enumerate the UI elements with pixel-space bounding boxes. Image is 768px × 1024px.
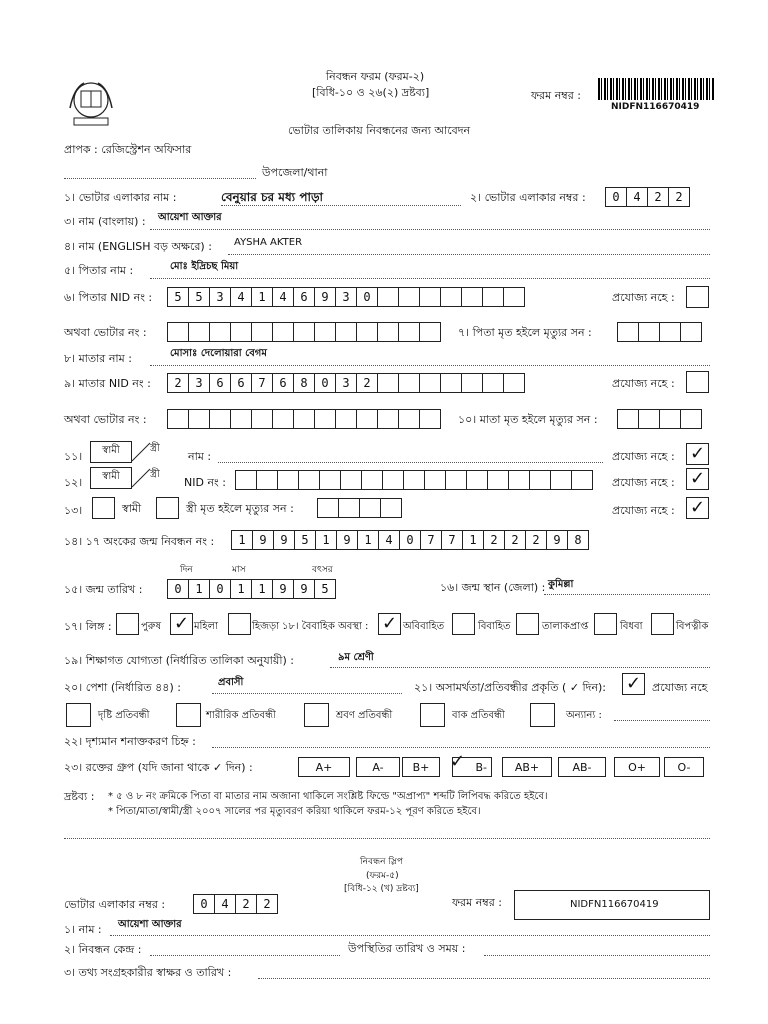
widower-checkbox[interactable] [651,613,674,635]
birthplace-label: ১৬। জন্ম স্থান (জেলা) : [440,581,546,594]
disability-na-checkbox[interactable]: ✓ [622,673,645,695]
digit-cell[interactable] [482,373,504,393]
digit-cell[interactable] [398,409,420,429]
digit-cell[interactable]: 1 [188,579,210,599]
others-checkbox[interactable] [530,703,555,727]
upazila-label: উপজেলা/থানা [262,166,328,179]
digit-cell[interactable] [298,470,320,490]
wife-death-year-label: স্ত্রী মৃত হইলে মৃত্যুর সন : [186,502,294,515]
birthplace-value[interactable]: কুমিল্লা [548,579,574,590]
slip-area-no-label: ভোটার এলাকার নম্বর : [64,898,166,911]
hearing-checkbox[interactable] [304,703,329,727]
form-title: নিবন্ধন ফরম (ফরম-২) [326,70,425,83]
mother-death-year-grid[interactable] [618,409,702,429]
digit-cell[interactable] [293,409,315,429]
married-label: বিবাহিত [478,621,511,632]
digit-cell[interactable]: 8 [567,530,589,550]
digit-cell[interactable] [398,322,420,342]
spouse-name-row-label: ১১। [64,450,83,463]
digit-cell[interactable] [167,322,189,342]
digit-cell[interactable]: 1 [251,287,273,307]
digit-cell[interactable] [293,322,315,342]
digit-cell[interactable] [377,409,399,429]
father-death-year-label: ৭। পিতা মৃত হইলে মৃত্যুর সন : [458,326,592,339]
digit-cell[interactable] [440,373,462,393]
digit-cell[interactable]: 2 [167,373,189,393]
digit-cell[interactable] [398,287,420,307]
speech-checkbox[interactable] [420,703,445,727]
dob-label: ১৫। জন্ম তারিখ : [64,583,143,596]
name-bangla-value[interactable]: আয়েশা আক্তার [158,212,222,223]
digit-cell[interactable] [356,409,378,429]
digit-cell[interactable] [235,470,257,490]
unmarried-label: অবিবাহিত [403,621,445,632]
form-number-label: ফরম নম্বর : [531,89,581,102]
education-value[interactable]: ৯ম শ্রেণী [338,652,374,663]
spouse-name-na-checkbox[interactable]: ✓ [686,443,709,465]
digit-cell[interactable] [272,409,294,429]
digit-cell[interactable] [487,470,509,490]
father-name-label: ৫। পিতার নাম : [64,264,134,277]
digit-cell[interactable]: 4 [272,287,294,307]
slip-attend-label: উপস্থিতির তারিখ ও সময় : [348,942,466,955]
mother-nid-label: ৯। মাতার NID নং : [64,377,151,390]
education-label: ১৯। শিক্ষাগত যোগ্যতা (নির্ধারিত তালিকা অনুযায়ী) : [64,654,294,667]
blood-o-minus[interactable]: O- [664,757,704,777]
male-label: পুরুষ [141,621,161,632]
spouse-nid-na-checkbox[interactable]: ✓ [686,468,709,490]
father-nid-grid[interactable] [168,287,525,307]
marital-label: ১৮। বৈবাহিক অবস্থা : [282,621,369,632]
husband-option[interactable]: স্বামী [90,467,132,489]
digit-cell[interactable]: 9 [546,530,568,550]
father-nid-label: ৬। পিতার NID নং : [64,291,153,304]
digit-cell[interactable]: 3 [188,373,210,393]
blood-a-plus[interactable]: A+ [298,757,350,777]
name-bangla-label: ৩। নাম (বাংলায়) : [64,215,146,228]
digit-cell[interactable] [209,322,231,342]
hijra-label: হিজড়া [252,621,280,632]
spouse-name-na-label: প্রযোজ্য নহে : [612,450,675,463]
spouse-nid-label: NID নং : [184,476,226,489]
barcode [598,78,714,100]
spouse-select-12[interactable] [90,467,180,489]
occupation-label: ২০। পেশা (নির্ধারিত ৪৪) : [64,681,181,694]
father-death-year-grid[interactable] [618,322,702,342]
father-na-label: প্রযোজ্য নহে : [612,291,675,304]
digit-cell[interactable] [419,373,441,393]
slip-center-label: ২। নিবন্ধন কেন্দ্র : [64,943,142,956]
digit-cell[interactable] [461,287,483,307]
blood-ab-plus[interactable]: AB+ [502,757,552,777]
digit-cell[interactable]: 9 [273,530,295,550]
recipient: প্রাপক : রেজিস্ট্রেশন অফিসার [64,143,192,156]
spouse-select-11[interactable] [90,441,180,463]
physical-checkbox[interactable] [176,703,201,727]
digit-cell[interactable] [508,470,530,490]
digit-cell[interactable] [419,409,441,429]
mother-death-year-label: ১০। মাতা মৃত হইলে মৃত্যুর সন : [458,413,598,426]
blood-b-plus[interactable]: B+ [402,757,440,777]
digit-cell[interactable] [188,322,210,342]
father-na-checkbox[interactable] [686,286,709,308]
others-label: অন্যান্য : [566,710,602,721]
digit-cell[interactable]: 5 [188,287,210,307]
digit-cell[interactable] [188,409,210,429]
digit-cell[interactable]: 3 [209,287,231,307]
digit-cell[interactable] [445,470,467,490]
digit-cell[interactable]: 9 [293,579,315,599]
digit-cell[interactable] [256,470,278,490]
digit-cell[interactable] [314,409,336,429]
application-title: ভোটার তালিকায় নিবন্ধনের জন্য আবেদন [288,124,471,137]
digit-cell[interactable]: 1 [251,579,273,599]
spouse-death-na-checkbox[interactable]: ✓ [686,497,709,519]
digit-cell[interactable] [251,409,273,429]
digit-cell[interactable] [209,409,231,429]
month-label: মাস [232,565,246,575]
digit-cell[interactable] [403,470,425,490]
wife-option[interactable]: স্ত্রী [150,443,160,454]
digit-cell[interactable] [503,373,525,393]
digit-cell[interactable]: 8 [293,373,315,393]
digit-cell[interactable] [380,498,402,518]
digit-cell[interactable] [338,498,360,518]
digit-cell[interactable]: 0 [193,894,215,914]
digit-cell[interactable]: 0 [356,287,378,307]
name-english-label: ৪। নাম (ENGLISH বড় অক্ষরে) : [64,240,212,253]
digit-cell[interactable]: 6 [230,373,252,393]
mother-nid-grid[interactable] [168,373,525,393]
digit-cell[interactable]: 9 [272,579,294,599]
digit-cell[interactable]: 0 [605,187,627,207]
slip-title: নিবন্ধন স্লিপ [360,857,403,867]
physical-label: শারীরিক প্রতিবন্ধী [206,710,276,721]
wife-death-checkbox[interactable] [156,497,179,519]
digit-cell[interactable] [382,470,404,490]
digit-cell[interactable] [314,322,336,342]
digit-cell[interactable]: 4 [214,894,236,914]
digit-cell[interactable] [529,470,551,490]
name-english-value[interactable]: AYSHA AKTER [234,237,303,248]
digit-cell[interactable] [466,470,488,490]
digit-cell[interactable] [335,409,357,429]
digit-cell[interactable]: 1 [231,530,253,550]
slip-sign-label: ৩। তথ্য সংগ্রহকারীর স্বাক্ষর ও তারিখ : [64,966,232,979]
digit-cell[interactable] [251,322,273,342]
digit-cell[interactable] [617,409,639,429]
digit-cell[interactable] [359,498,381,518]
note-2: * পিতা/মাতা/স্বামী/স্ত্রী ২০০৭ সালের পর মৃত্যুবরণ করিয়া থাকিলে ফরম-১২ পূরণ করিতে হইবে। [108,806,481,817]
govt-seal-logo [64,78,118,128]
digit-cell[interactable]: 7 [441,530,463,550]
digit-cell[interactable]: 3 [335,287,357,307]
digit-cell[interactable] [617,322,639,342]
slip-rule: [বিধি-১২ (খ) দ্রষ্টব্য] [344,884,419,894]
widow-label: বিধবা [620,621,643,632]
digit-cell[interactable] [317,498,339,518]
mother-na-checkbox[interactable] [686,371,709,393]
digit-cell[interactable] [419,287,441,307]
speech-label: বাক প্রতিবন্ধী [452,710,505,721]
digit-cell[interactable] [398,373,420,393]
slash-divider [130,467,152,489]
digit-cell[interactable]: 5 [167,287,189,307]
digit-cell[interactable]: 6 [272,373,294,393]
digit-cell[interactable] [419,322,441,342]
gender-label: ১৭। লিঙ্গ : [64,620,112,633]
voter-area-name-value[interactable]: বেনুয়ার চর মধ্য পাড়া [221,190,324,204]
disability-label: ২১। অসামর্থতা/প্রতিবন্ধীর প্রকৃতি ( ✓ দিন): [414,681,607,694]
digit-cell[interactable] [167,409,189,429]
digit-cell[interactable]: 5 [294,530,316,550]
digit-cell[interactable] [272,322,294,342]
blood-b-minus[interactable]: B- [452,757,492,777]
note-label: দ্রষ্টব্য : [64,790,95,803]
barcode-text: NIDFN116670419 [611,102,700,112]
blood-o-plus[interactable]: O+ [614,757,660,777]
blood-a-minus[interactable]: A- [356,757,400,777]
voter-area-name-label: ১। ভোটার এলাকার নাম : [64,191,177,204]
female-checkbox[interactable]: ✓ [170,613,193,635]
slip-name-label: ১। নাম : [64,923,102,936]
divorced-checkbox[interactable] [516,613,539,635]
slash-divider [130,441,152,463]
digit-cell[interactable]: 9 [336,530,358,550]
digit-cell[interactable]: 6 [293,287,315,307]
digit-cell[interactable] [680,322,702,342]
digit-cell[interactable] [340,470,362,490]
digit-cell[interactable] [571,470,593,490]
form-subtitle: [বিধি-১০ ও ২৬(২) দ্রষ্টব্য] [312,86,430,99]
digit-cell[interactable] [377,322,399,342]
identification-mark-label: ২২। দৃশ্যমান শনাক্তকরণ চিহ্ন : [64,735,196,748]
digit-cell[interactable] [277,470,299,490]
digit-cell[interactable] [550,470,572,490]
digit-cell[interactable]: 0 [314,373,336,393]
digit-cell[interactable]: 2 [504,530,526,550]
married-checkbox[interactable] [452,613,475,635]
digit-cell[interactable] [680,409,702,429]
digit-cell[interactable]: 3 [335,373,357,393]
husband-option[interactable]: স্বামী [90,441,132,463]
digit-cell[interactable] [377,287,399,307]
spouse-nid-row-label: ১২। [64,476,83,489]
digit-cell[interactable]: 1 [357,530,379,550]
digit-cell[interactable] [638,409,660,429]
father-voter-no-label: অথবা ভোটার নং : [64,326,147,339]
disability-na-label: প্রযোজ্য নহে [652,681,708,694]
digit-cell[interactable]: 2 [647,187,669,207]
digit-cell[interactable] [638,322,660,342]
digit-cell[interactable] [356,322,378,342]
female-label: মহিলা [194,621,219,632]
divorced-label: তালাকপ্রাপ্ত [542,621,589,632]
wife-option[interactable]: স্ত্রী [150,469,160,480]
digit-cell[interactable] [461,373,483,393]
digit-cell[interactable]: 0 [167,579,189,599]
slip-area-no-grid[interactable] [194,894,278,914]
digit-cell[interactable]: 2 [483,530,505,550]
slip-form-no-label: ফরম নম্বর : [452,896,502,909]
hijra-checkbox[interactable] [228,613,251,635]
voter-area-number-label: ২। ভোটার এলাকার নম্বর : [470,191,586,204]
mother-name-value[interactable]: মোসাঃ দেলোয়ারা বেগম [170,348,267,359]
digit-cell[interactable] [361,470,383,490]
widow-checkbox[interactable] [594,613,617,635]
digit-cell[interactable]: 6 [209,373,231,393]
digit-cell[interactable] [230,322,252,342]
day-label: দিন [180,565,193,575]
year-label: বৎসর [312,565,333,575]
digit-cell[interactable] [659,322,681,342]
digit-cell[interactable]: 5 [314,579,336,599]
digit-cell[interactable] [440,287,462,307]
male-checkbox[interactable] [116,613,139,635]
slip-name-value[interactable]: আয়েশা আক্তার [118,919,182,930]
digit-cell[interactable]: 1 [462,530,484,550]
digit-cell[interactable]: 0 [399,530,421,550]
digit-cell[interactable]: 9 [314,287,336,307]
occupation-value[interactable]: প্রবাসী [218,677,244,688]
digit-cell[interactable] [377,373,399,393]
husband-label: স্বামী [122,502,142,515]
note-1: * ৫ ও ৮ নং ক্রমিকে পিতা বা মাতার নাম অজানা থাকিলে সংশ্লিষ্ট ফিল্ডে "অপ্রাপ্য" শব্দটি লিপিবদ্ধ করিতে হইবে। [108,791,548,802]
blood-ab-minus[interactable]: AB- [558,757,606,777]
digit-cell[interactable] [659,409,681,429]
digit-cell[interactable] [503,287,525,307]
vision-checkbox[interactable] [66,703,91,727]
birth-reg-label: ১৪। ১৭ অংকের জন্ম নিবন্ধন নং : [64,535,215,548]
spouse-death-year-grid[interactable] [318,498,402,518]
digit-cell[interactable]: 9 [252,530,274,550]
digit-cell[interactable]: 2 [356,373,378,393]
mother-voter-no-label: অথবা ভোটার নং : [64,413,147,426]
digit-cell[interactable] [482,287,504,307]
digit-cell[interactable]: 0 [209,579,231,599]
digit-cell[interactable]: 4 [230,287,252,307]
digit-cell[interactable]: 2 [235,894,257,914]
mother-na-label: প্রযোজ্য নহে : [612,377,675,390]
spouse-nid-na-label: প্রযোজ্য নহে : [612,476,675,489]
spouse-death-row-label: ১৩। [64,504,83,517]
husband-death-checkbox[interactable] [92,497,115,519]
spouse-death-na-label: প্রযোজ্য নহে : [612,504,675,517]
mother-voter-no-grid[interactable] [168,409,441,429]
father-name-value[interactable]: মোঃ ইদ্রিচছ মিয়া [170,261,239,272]
spouse-name-label: নাম : [188,450,212,463]
digit-cell[interactable]: 4 [626,187,648,207]
slip-form-no-value: NIDFN116670419 [570,899,659,910]
hearing-label: শ্রবণ প্রতিবন্ধী [336,710,393,721]
digit-cell[interactable] [319,470,341,490]
digit-cell[interactable]: 4 [378,530,400,550]
digit-cell[interactable]: 7 [420,530,442,550]
digit-cell[interactable]: 2 [525,530,547,550]
unmarried-checkbox[interactable]: ✓ [378,613,401,635]
digit-cell[interactable]: 7 [251,373,273,393]
digit-cell[interactable] [335,322,357,342]
slip-form: (ফরম-৫) [366,871,399,881]
vision-label: দৃষ্টি প্রতিবন্ধী [98,710,150,721]
blood-b-minus-check: ✓ [450,751,466,772]
spouse-nid-grid[interactable] [236,470,593,490]
blood-group-label: ২৩। রক্তের গ্রুপ (যদি জানা থাকে ✓ দিন) : [64,761,253,774]
digit-cell[interactable]: 1 [315,530,337,550]
voter-area-number-grid[interactable] [606,187,690,207]
digit-cell[interactable]: 1 [230,579,252,599]
widower-label: বিপত্নীক [676,621,709,632]
dob-grid[interactable] [168,579,336,599]
father-voter-no-grid[interactable] [168,322,441,342]
birth-reg-grid[interactable] [232,530,589,550]
digit-cell[interactable]: 2 [668,187,690,207]
digit-cell[interactable] [424,470,446,490]
mother-name-label: ৮। মাতার নাম : [64,352,132,365]
digit-cell[interactable]: 2 [256,894,278,914]
digit-cell[interactable] [230,409,252,429]
